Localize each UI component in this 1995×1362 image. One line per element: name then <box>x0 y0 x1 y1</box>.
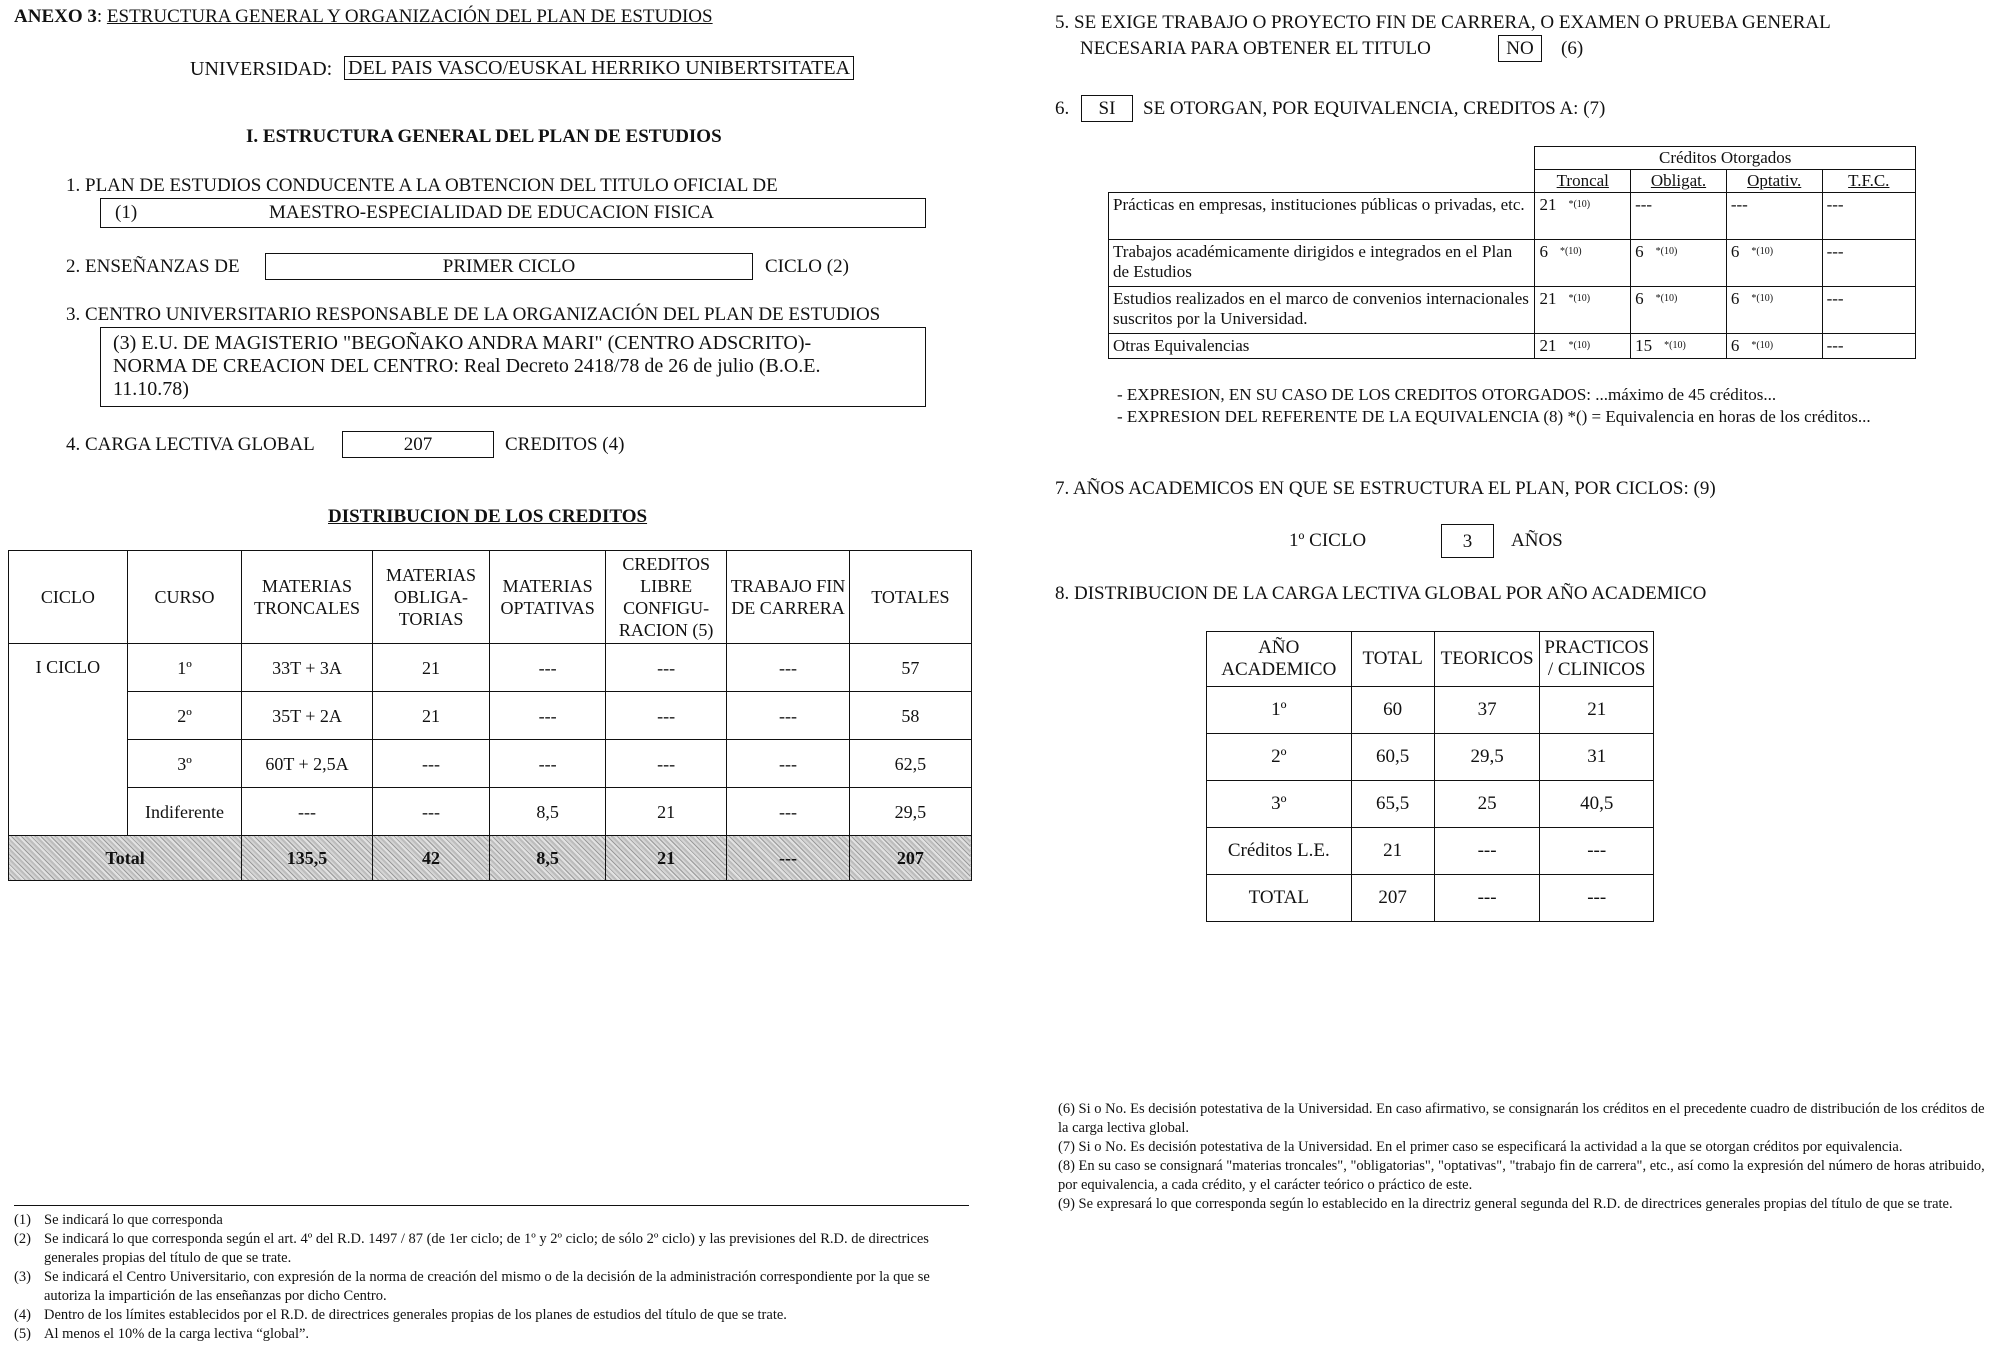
item7-ciclo: 1º CICLO <box>1289 530 1367 551</box>
item5-value: NO <box>1498 35 1542 62</box>
item5-line2: NECESARIA PARA OBTENER EL TITULO <box>1080 38 1431 59</box>
table-cell: 37 <box>1434 687 1540 734</box>
footnote-number: (3) <box>14 1269 31 1285</box>
equiv-header-troncal: Troncal <box>1535 170 1631 193</box>
equiv-group-row <box>1109 147 1916 170</box>
equiv-header-optativ: Optativ. <box>1726 170 1822 193</box>
item1-code: (1) <box>115 202 138 223</box>
table-cell: 31 <box>1540 734 1654 781</box>
table-cell: --- <box>242 788 373 836</box>
item3-line2: NORMA DE CREACION DEL CENTRO: Real Decreto 2418/78 de 26 de julio (B.O.E. <box>113 355 821 377</box>
equiv-mark: *(10) <box>1559 246 1582 257</box>
item6-text: SE OTORGAN, POR EQUIVALENCIA, CREDITOS A: (7) <box>1143 98 1606 119</box>
dist-header-ciclo: CICLO <box>9 551 128 644</box>
table-cell: 60T + 2,5A <box>242 740 373 788</box>
table-cell: 1º <box>127 644 241 692</box>
table-cell: --- <box>727 692 849 740</box>
dist-header-totales: TOTALES <box>849 551 971 644</box>
credit-distribution-table <box>8 550 972 881</box>
anio-header-teoricos: TEORICOS <box>1434 632 1540 687</box>
table-cell: --- <box>1822 334 1915 359</box>
annex-title: ESTRUCTURA GENERAL Y ORGANIZACIÓN DEL PLAN DE ESTUDIOS <box>106 6 713 27</box>
table-cell: 25 <box>1434 781 1540 828</box>
item3-line1: (3) E.U. DE MAGISTERIO "BEGOÑAKO ANDRA MARI" (CENTRO ADSCRITO)- <box>113 332 812 354</box>
item3-line3: 11.10.78) <box>113 378 189 400</box>
table-cell: 42 <box>372 836 490 881</box>
footnote-number: (1) <box>14 1212 31 1228</box>
table-cell: 62,5 <box>849 740 971 788</box>
table-cell: --- <box>1726 193 1822 240</box>
item7-suffix: AÑOS <box>1511 530 1563 551</box>
table-cell: --- <box>1540 875 1654 922</box>
table-cell: 2º <box>1207 734 1352 781</box>
item2-label: 2. ENSEÑANZAS DE <box>66 256 240 277</box>
item6-num: 6. <box>1055 98 1070 119</box>
table-row <box>9 740 972 788</box>
item3-label: 3. CENTRO UNIVERSITARIO RESPONSABLE DE LA ORGANIZACIÓN DEL PLAN DE ESTUDIOS <box>66 304 881 325</box>
item5-note: (6) <box>1561 38 1584 59</box>
item2-suffix: CICLO (2) <box>765 256 849 277</box>
dist-header-libre: CREDITOS LIBRE CONFIGU-RACION (5) <box>605 551 726 644</box>
equiv-row-label: Otras Equivalencias <box>1109 334 1535 359</box>
item3-box <box>100 327 926 407</box>
equiv-group-header: Créditos Otorgados <box>1535 147 1916 170</box>
footnote <box>14 1211 969 1230</box>
table-cell: --- <box>490 644 606 692</box>
footnote-text: Al menos el 10% de la carga lectiva “global”. <box>44 1326 310 1342</box>
table-cell: 40,5 <box>1540 781 1654 828</box>
table-cell: 57 <box>849 644 971 692</box>
section-title: I. ESTRUCTURA GENERAL DEL PLAN DE ESTUDIOS <box>246 126 722 147</box>
table-cell: 207 <box>1351 875 1434 922</box>
footnote-text: Se indicará lo que corresponda según el art. 4º del R.D. 1497 / 87 (de 1er ciclo; de 1º y 2º ciclo; de sólo 2º ciclo) y las previsiones del R.D. de directrices generales propias del título de que se trate. <box>44 1231 929 1266</box>
table-cell: 21 $^{*(10)}$ <box>1535 287 1631 334</box>
dist-header-curso: CURSO <box>127 551 241 644</box>
table-cell: --- <box>372 740 490 788</box>
equiv-mark: *(10) <box>1568 199 1591 210</box>
left-footnotes <box>14 1211 969 1344</box>
table-cell: --- <box>727 836 849 881</box>
footnote-number: (4) <box>14 1307 31 1323</box>
table-cell: 2º <box>127 692 241 740</box>
table-cell: 21 <box>372 644 490 692</box>
table-cell: --- <box>1434 828 1540 875</box>
table-cell: 33T + 3A <box>242 644 373 692</box>
table-cell: 6 $^{*(10)}$ <box>1631 240 1727 287</box>
annex-heading: ANEXO 3: ESTRUCTURA GENERAL Y ORGANIZACIÓN DEL PLAN DE ESTUDIOS <box>14 6 713 27</box>
table-row <box>1207 875 1654 922</box>
footnote <box>14 1230 969 1268</box>
equivalence-table <box>1108 146 1916 359</box>
table-cell: --- <box>727 740 849 788</box>
table-cell: 21 <box>605 788 726 836</box>
item1-value: MAESTRO-ESPECIALIDAD DE EDUCACION FISICA <box>269 202 714 223</box>
item4-suffix: CREDITOS (4) <box>505 434 625 455</box>
table-cell: 3º <box>127 740 241 788</box>
footnote <box>14 1306 969 1325</box>
table-cell: --- <box>1540 828 1654 875</box>
footnote-number: (5) <box>14 1326 31 1342</box>
anio-header-row <box>1207 632 1654 687</box>
right-footnotes <box>1058 1100 1988 1214</box>
dist-total-label: Total <box>9 836 242 881</box>
table-cell: 21 <box>1351 828 1434 875</box>
item7-label: 7. AÑOS ACADEMICOS EN QUE SE ESTRUCTURA EL PLAN, POR CICLOS: (9) <box>1055 478 1716 499</box>
item4-label: 4. CARGA LECTIVA GLOBAL <box>66 434 315 455</box>
table-cell: 29,5 <box>849 788 971 836</box>
table-row <box>1109 193 1916 240</box>
table-cell: 21 $^{*(10)}$ <box>1535 334 1631 359</box>
table-cell: --- <box>605 644 726 692</box>
table-cell: 65,5 <box>1351 781 1434 828</box>
footnote <box>14 1325 969 1344</box>
item2-value: PRIMER CICLO <box>265 253 753 280</box>
equiv-mark: *(10) <box>1568 293 1591 304</box>
university-value: DEL PAIS VASCO/EUSKAL HERRIKO UNIBERTSITATEA <box>344 56 854 80</box>
table-cell: --- <box>605 692 726 740</box>
table-row <box>9 788 972 836</box>
equiv-mark: *(10) <box>1751 340 1774 351</box>
footnote-text: Se indicará el Centro Universitario, con expresión de la norma de creación del mismo o de la decisión de la administración correspondiente por la que se autoriza la impartición de las enseñanzas por dicho Centro. <box>44 1269 930 1304</box>
table-cell: Créditos L.E. <box>1207 828 1352 875</box>
table-cell: 15 $^{*(10)}$ <box>1631 334 1727 359</box>
equiv-mark: *(10) <box>1655 293 1678 304</box>
item7-value: 3 <box>1441 524 1494 558</box>
annex-label: ANEXO 3 <box>14 6 97 27</box>
table-row <box>1207 734 1654 781</box>
equiv-mark: *(10) <box>1664 340 1686 351</box>
footnote-text: Se indicará lo que corresponda <box>44 1212 223 1228</box>
table-cell: 58 <box>849 692 971 740</box>
table-cell: 21 <box>372 692 490 740</box>
table-row <box>1207 687 1654 734</box>
table-cell: --- <box>1822 193 1915 240</box>
footnote: (8) En su caso se consignará "materias troncales", "obligatorias", "optativas", "trabajo fin de carrera", etc., así como la expresión del número de horas atribuido, por equivalencia, a cada crédito, y el carácter teórico o práctico de este. <box>1058 1158 1985 1193</box>
table-cell: 21 $^{*(10)}$ <box>1535 193 1631 240</box>
item6-value: SI <box>1081 95 1133 122</box>
equiv-mark: *(10) <box>1568 340 1591 351</box>
expr-credits: - EXPRESION, EN SU CASO DE LOS CREDITOS OTORGADOS: ...máximo de 45 créditos... <box>1117 385 1777 404</box>
item5-line1: 5. SE EXIGE TRABAJO O PROYECTO FIN DE CARRERA, O EXAMEN O PRUEBA GENERAL <box>1055 12 1831 33</box>
equiv-mark: *(10) <box>1751 246 1774 257</box>
footnote-number: (2) <box>14 1231 31 1247</box>
annual-load-table <box>1206 631 1654 922</box>
dist-header-obligatorias: MATERIAS OBLIGA-TORIAS <box>372 551 490 644</box>
anio-header-total: TOTAL <box>1351 632 1434 687</box>
equiv-row-label: Estudios realizados en el marco de convenios internacionales suscritos por la Universidad. <box>1109 287 1535 334</box>
dist-header-row <box>9 551 972 644</box>
dist-ciclo-cell: I CICLO <box>9 644 128 836</box>
equiv-header-tfc: T.F.C. <box>1822 170 1915 193</box>
table-cell: --- <box>1631 193 1727 240</box>
table-row <box>9 692 972 740</box>
item1-box <box>100 198 926 228</box>
dist-header-troncales: MATERIAS TRONCALES <box>242 551 373 644</box>
equiv-row-label: Prácticas en empresas, instituciones públicas o privadas, etc. <box>1109 193 1535 240</box>
equiv-row-label: Trabajos académicamente dirigidos e integrados en el Plan de Estudios <box>1109 240 1535 287</box>
table-cell: --- <box>605 740 726 788</box>
equiv-mark: *(10) <box>1751 293 1774 304</box>
footnote: (6) Si o No. Es decisión potestativa de la Universidad. En caso afirmativo, se consignarán los créditos en el precedente cuadro de distribución de los créditos de la carga lectiva global. <box>1058 1101 1985 1136</box>
item8-label: 8. DISTRIBUCION DE LA CARGA LECTIVA GLOBAL POR AÑO ACADEMICO <box>1055 583 1707 604</box>
table-cell: 207 <box>849 836 971 881</box>
table-cell: 8,5 <box>490 788 606 836</box>
equiv-expressions <box>1117 384 1871 428</box>
table-cell: 21 <box>1540 687 1654 734</box>
table-cell: 6 $^{*(10)}$ <box>1535 240 1631 287</box>
equiv-header-row <box>1109 170 1916 193</box>
table-row <box>9 644 972 692</box>
footnote: (9) Se expresará lo que corresponda según lo establecido en la directriz general segunda del R.D. de directrices generales propias del título de que se trate. <box>1058 1196 1953 1212</box>
table-row <box>1109 240 1916 287</box>
expr-reference: - EXPRESION DEL REFERENTE DE LA EQUIVALENCIA (8) *() = Equivalencia en horas de los créditos... <box>1117 407 1871 426</box>
table-cell: 6 $^{*(10)}$ <box>1726 287 1822 334</box>
table-row <box>1109 334 1916 359</box>
table-cell: 6 $^{*(10)}$ <box>1726 334 1822 359</box>
table-cell: Indiferente <box>127 788 241 836</box>
dist-header-tfc: TRABAJO FIN DE CARRERA <box>727 551 849 644</box>
table-cell: 135,5 <box>242 836 373 881</box>
dist-total-row <box>9 836 972 881</box>
table-row <box>1109 287 1916 334</box>
table-cell: TOTAL <box>1207 875 1352 922</box>
equiv-mark: *(10) <box>1655 246 1678 257</box>
equiv-header-obligat: Obligat. <box>1631 170 1727 193</box>
item1-label: 1. PLAN DE ESTUDIOS CONDUCENTE A LA OBTENCION DEL TITULO OFICIAL DE <box>66 175 778 196</box>
table-cell: --- <box>1822 287 1915 334</box>
footnote-text: Dentro de los límites establecidos por el R.D. de directrices generales propias de los planes de estudios del título de que se trate. <box>44 1307 787 1323</box>
anio-header-year: AÑO ACADEMICO <box>1207 632 1352 687</box>
anio-header-practicos: PRACTICOS / CLINICOS <box>1540 632 1654 687</box>
dist-header-optativas: MATERIAS OPTATIVAS <box>490 551 606 644</box>
table-cell: --- <box>490 740 606 788</box>
table-row <box>1207 781 1654 828</box>
table-cell: --- <box>372 788 490 836</box>
table-cell: --- <box>727 788 849 836</box>
table-cell: 60 <box>1351 687 1434 734</box>
table-cell: 3º <box>1207 781 1352 828</box>
dist-title: DISTRIBUCION DE LOS CREDITOS <box>328 506 648 527</box>
table-row <box>1207 828 1654 875</box>
table-cell: 29,5 <box>1434 734 1540 781</box>
table-cell: --- <box>1434 875 1540 922</box>
table-cell: 6 $^{*(10)}$ <box>1631 287 1727 334</box>
table-cell: 35T + 2A <box>242 692 373 740</box>
table-cell: 1º <box>1207 687 1352 734</box>
footnote <box>14 1268 969 1306</box>
table-cell: --- <box>727 644 849 692</box>
footnote: (7) Si o No. Es decisión potestativa de la Universidad. En el primer caso se especificará la actividad a la que se otorgan créditos por equivalencia. <box>1058 1139 1903 1155</box>
footnote-divider <box>14 1205 969 1206</box>
table-cell: 21 <box>605 836 726 881</box>
table-cell: 6 $^{*(10)}$ <box>1726 240 1822 287</box>
item4-value: 207 <box>342 431 494 458</box>
university-label: UNIVERSIDAD: <box>190 58 333 80</box>
table-cell: 60,5 <box>1351 734 1434 781</box>
table-cell: --- <box>490 692 606 740</box>
table-cell: --- <box>1822 240 1915 287</box>
table-cell: 8,5 <box>490 836 606 881</box>
